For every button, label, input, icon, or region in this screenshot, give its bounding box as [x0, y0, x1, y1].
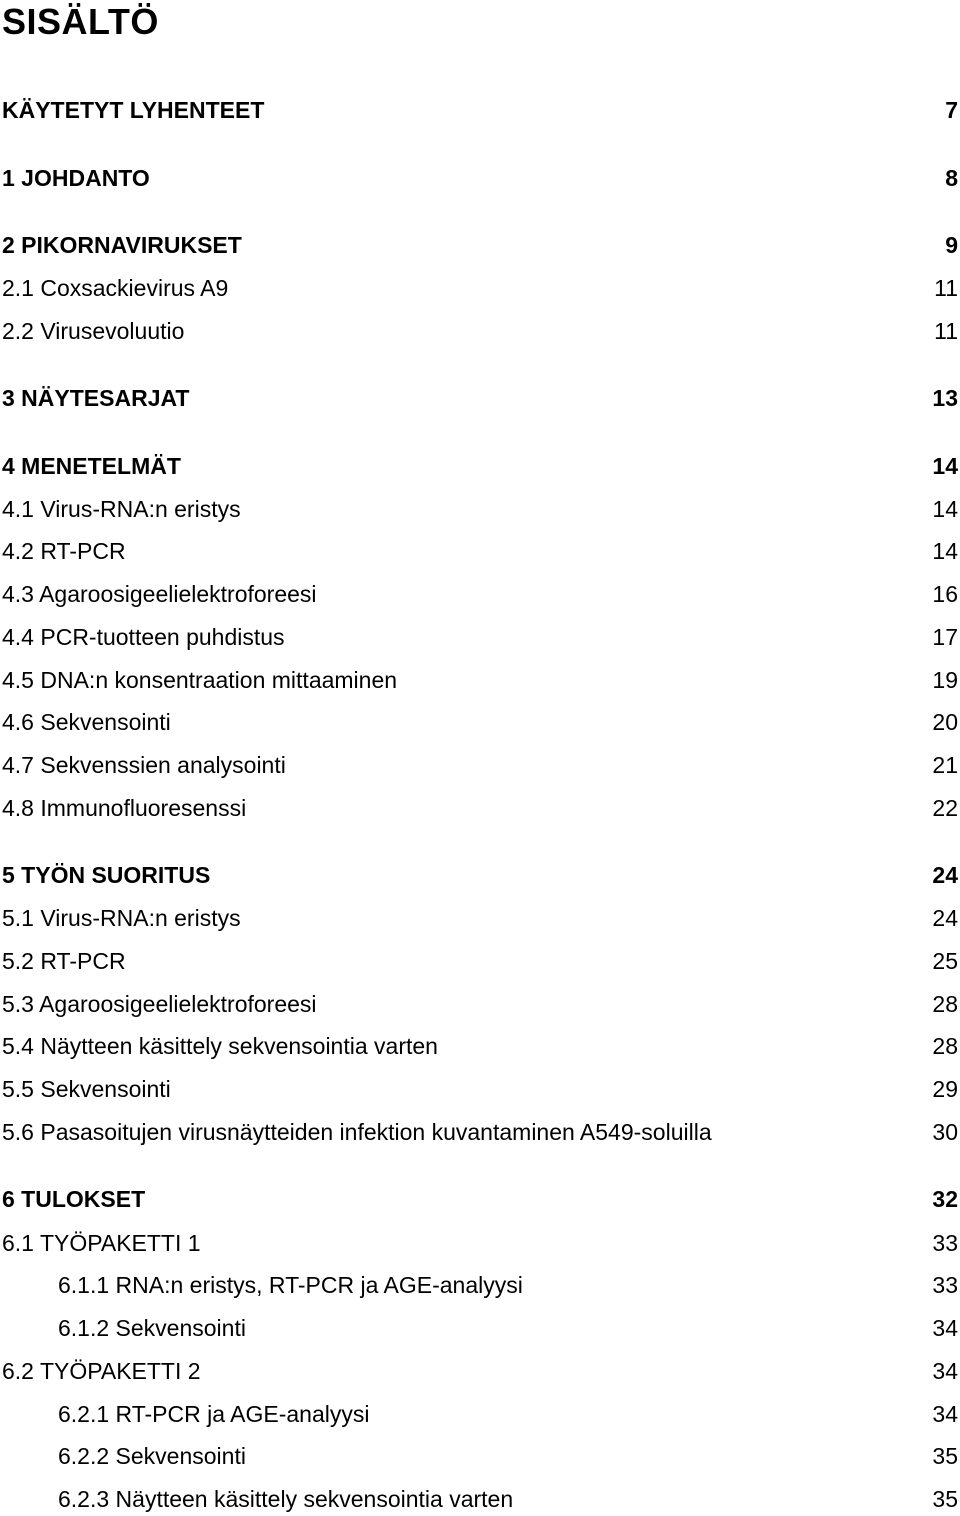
toc-entry-label: 1 JOHDANTO — [2, 165, 150, 191]
toc-entry — [0, 1482, 960, 1516]
toc-entry-page: 16 — [932, 581, 958, 607]
toc-entry-page: 34 — [932, 1401, 958, 1427]
toc-entry — [0, 1072, 960, 1106]
toc-entry — [0, 748, 960, 782]
toc-entry-page: 14 — [932, 453, 958, 479]
toc-entry-label: 4.3 Agaroosigeelielektroforeesi — [2, 581, 317, 607]
toc-entry-label: 6.1 TYÖPAKETTI 1 — [2, 1230, 201, 1256]
toc-entry — [0, 381, 960, 415]
toc-entry-page: 11 — [934, 318, 958, 344]
toc-entry-page: 35 — [932, 1486, 958, 1512]
toc-entry — [0, 620, 960, 654]
toc-entry-label: KÄYTETYT LYHENTEET — [2, 97, 265, 123]
toc-entry-page: 29 — [932, 1076, 958, 1102]
toc-entry-page: 7 — [945, 97, 958, 123]
toc-entry-label: 5.4 Näytteen käsittely sekvensointia varten — [2, 1033, 438, 1059]
toc-entry — [0, 791, 960, 825]
toc-entry-label: 6.2.1 RT-PCR ja AGE-analyysi — [58, 1401, 370, 1427]
toc-entry — [0, 161, 960, 195]
toc-entry-label: 4.6 Sekvensointi — [2, 709, 171, 735]
toc-entry — [0, 858, 960, 892]
toc-entry — [0, 1354, 960, 1388]
toc-entry-page: 30 — [932, 1119, 958, 1145]
toc-entry-page: 19 — [932, 667, 958, 693]
toc-entry-page: 13 — [932, 385, 958, 411]
toc-entry-label: 2.2 Virusevoluutio — [2, 318, 185, 344]
toc-entry-label: 6.2.2 Sekvensointi — [58, 1443, 246, 1469]
toc-entry — [0, 1226, 960, 1260]
toc-entry — [0, 1182, 960, 1216]
toc-entry — [0, 314, 960, 348]
toc-entry — [0, 492, 960, 526]
toc-entry-page: 9 — [945, 232, 958, 258]
toc-entry-page: 34 — [932, 1358, 958, 1384]
toc-entry-page: 21 — [932, 752, 958, 778]
toc-entry-label: 3 NÄYTESARJAT — [2, 385, 190, 411]
toc-entry-label: 4.1 Virus-RNA:n eristys — [2, 496, 241, 522]
toc-entry-label: 5.6 Pasasoitujen virusnäytteiden infektion kuvantaminen A549-soluilla — [2, 1119, 712, 1145]
toc-entry — [0, 1311, 960, 1345]
toc-entry-label: 5 TYÖN SUORITUS — [2, 862, 211, 888]
toc-entry-page: 11 — [934, 275, 958, 301]
toc-entry-label: 6.1.2 Sekvensointi — [58, 1315, 246, 1341]
toc-entry-page: 8 — [945, 165, 958, 191]
toc-entry-page: 34 — [932, 1315, 958, 1341]
toc-entry-page: 14 — [932, 538, 958, 564]
toc-entry-label: 6 TULOKSET — [2, 1186, 146, 1212]
toc-entry-label: 4.7 Sekvenssien analysointi — [2, 752, 286, 778]
toc-entry — [0, 1115, 960, 1149]
toc-entry-page: 20 — [932, 709, 958, 735]
toc-entry — [0, 93, 960, 127]
toc-entry — [0, 1439, 960, 1473]
toc-entry — [0, 271, 960, 305]
toc-entry-label: 5.5 Sekvensointi — [2, 1076, 171, 1102]
toc-entry-page: 25 — [932, 948, 958, 974]
toc-entry-page: 33 — [932, 1272, 958, 1298]
toc-entry — [0, 1268, 960, 1302]
toc-entry-page: 28 — [932, 1033, 958, 1059]
toc-entry-label: 4.2 RT-PCR — [2, 538, 126, 564]
toc-entry-page: 28 — [932, 991, 958, 1017]
toc-entry-page: 35 — [932, 1443, 958, 1469]
toc-entry — [0, 1397, 960, 1431]
toc-entry-page: 14 — [932, 496, 958, 522]
toc-entry-label: 5.1 Virus-RNA:n eristys — [2, 905, 241, 931]
toc-entry — [0, 705, 960, 739]
toc-entry — [0, 228, 960, 262]
toc-entry-page: 24 — [932, 905, 958, 931]
toc-entry-label: 4 MENETELMÄT — [2, 453, 181, 479]
toc-entry — [0, 944, 960, 978]
toc-entry-label: 6.2 TYÖPAKETTI 2 — [2, 1358, 201, 1384]
toc-entry-label: 5.3 Agaroosigeelielektroforeesi — [2, 991, 317, 1017]
toc-entry-label: 6.1.1 RNA:n eristys, RT-PCR ja AGE-analyysi — [58, 1272, 523, 1298]
toc-entry-label: 4.8 Immunofluoresenssi — [2, 795, 247, 821]
toc-entry — [0, 663, 960, 697]
toc-entry-label: 4.5 DNA:n konsentraation mittaaminen — [2, 667, 398, 693]
toc-entry-label: 5.2 RT-PCR — [2, 948, 126, 974]
toc-entry-page: 32 — [932, 1186, 958, 1212]
toc-entry — [0, 577, 960, 611]
toc-entry-label: 2.1 Coxsackievirus A9 — [2, 275, 229, 301]
toc-entry-page: 22 — [932, 795, 958, 821]
toc-entry-page: 24 — [932, 862, 958, 888]
toc-entry-label: 2 PIKORNAVIRUKSET — [2, 232, 242, 258]
toc-entry-label: 4.4 PCR-tuotteen puhdistus — [2, 624, 285, 650]
toc-entry — [0, 901, 960, 935]
toc-entry-page: 17 — [932, 624, 958, 650]
page-title: SISÄLTÖ — [2, 1, 159, 42]
toc-entry — [0, 1029, 960, 1063]
toc-entry — [0, 534, 960, 568]
toc-entry-page: 33 — [932, 1230, 958, 1256]
toc-entry — [0, 449, 960, 483]
toc-entry-label: 6.2.3 Näytteen käsittely sekvensointia varten — [58, 1486, 514, 1512]
toc-entry — [0, 987, 960, 1021]
